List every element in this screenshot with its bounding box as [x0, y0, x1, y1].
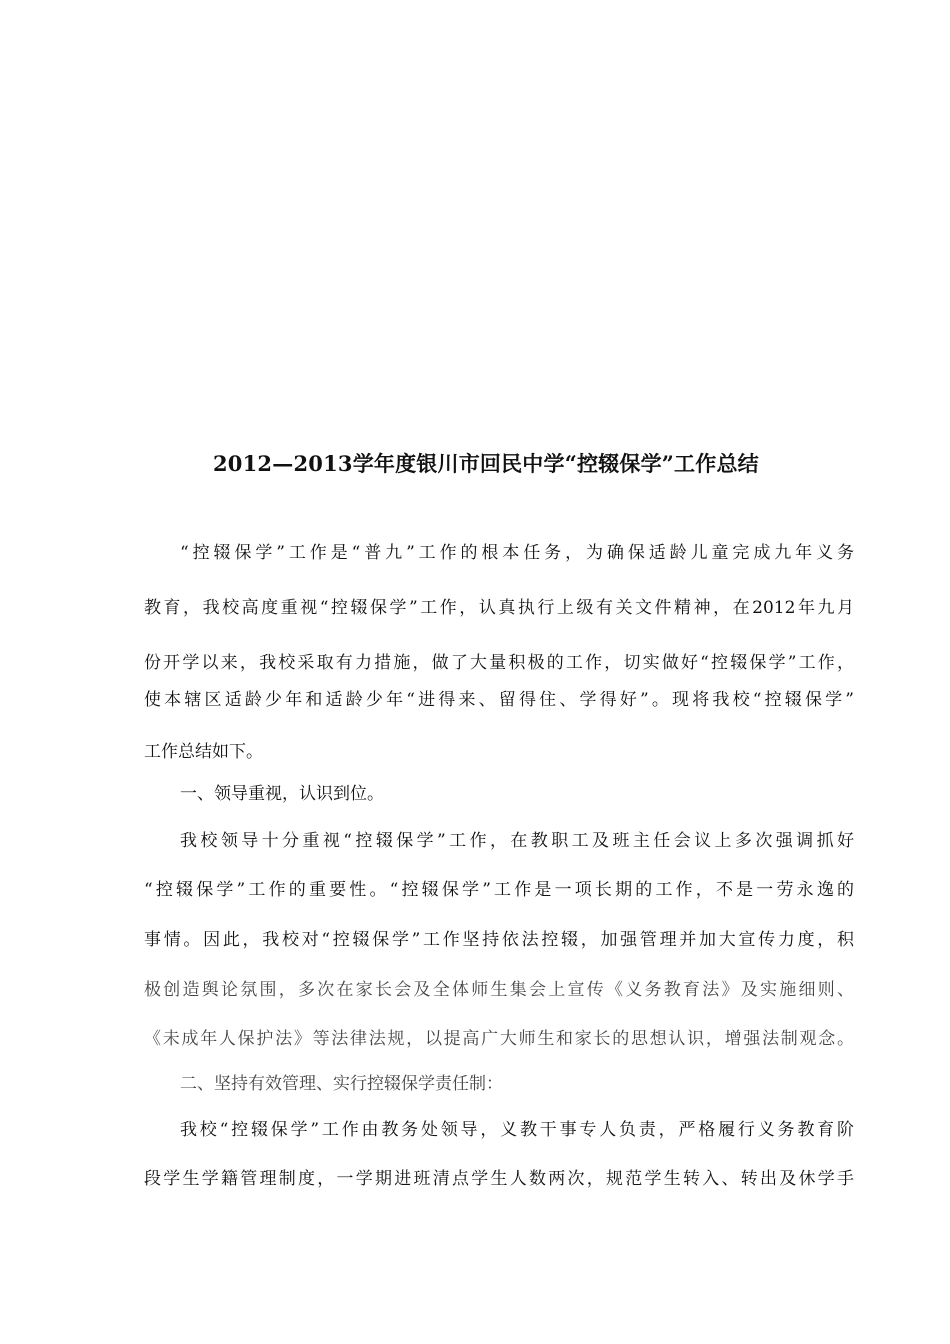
paragraph-line: 我校“控辍保学”工作由教务处领导，义教干事专人负责，严格履行义务教育阶 — [180, 1120, 854, 1140]
document-title: 2012—2013学年度银川市回民中学“控辍保学”工作总结 — [213, 451, 759, 476]
paragraph-line: 我校领导十分重视“控辍保学”工作，在教职工及班主任会议上多次强调抓好 — [180, 831, 854, 851]
paragraph-line: 段学生学籍管理制度，一学期进班清点学生人数两次，规范学生转入、转出及休学手 — [144, 1169, 854, 1189]
section-heading: 一、领导重视，认识到位。 — [180, 784, 384, 804]
section-heading: 二、坚持有效管理、实行控辍保学责任制： — [180, 1074, 503, 1094]
paragraph-line: 事情。因此，我校对“控辍保学”工作坚持依法控辍，加强管理并加大宣传力度，积 — [144, 930, 854, 950]
paragraph-line: 《未成年人保护法》等法律法规，以提高广大师生和家长的思想认识，增强法制观念。 — [144, 1029, 854, 1049]
paragraph-line: 工作总结如下。 — [144, 742, 263, 762]
paragraph-line: 教育，我校高度重视“控辍保学”工作，认真执行上级有关文件精神，在2012年九月 — [144, 598, 854, 618]
paragraph-line: 使本辖区适龄少年和适龄少年“进得来、留得住、学得好”。现将我校“控辍保学” — [144, 690, 854, 710]
paragraph-line: 份开学以来，我校采取有力措施，做了大量积极的工作，切实做好“控辍保学”工作， — [144, 653, 854, 673]
paragraph-line: “控辍保学”工作的重要性。“控辍保学”工作是一项长期的工作，不是一劳永逸的 — [144, 880, 854, 900]
paragraph-line: “控辍保学”工作是“普九”工作的根本任务，为确保适龄儿童完成九年义务 — [180, 543, 854, 563]
paragraph-line: 极创造舆论氛围，多次在家长会及全体师生集会上宣传《义务教育法》及实施细则、 — [144, 980, 854, 1000]
